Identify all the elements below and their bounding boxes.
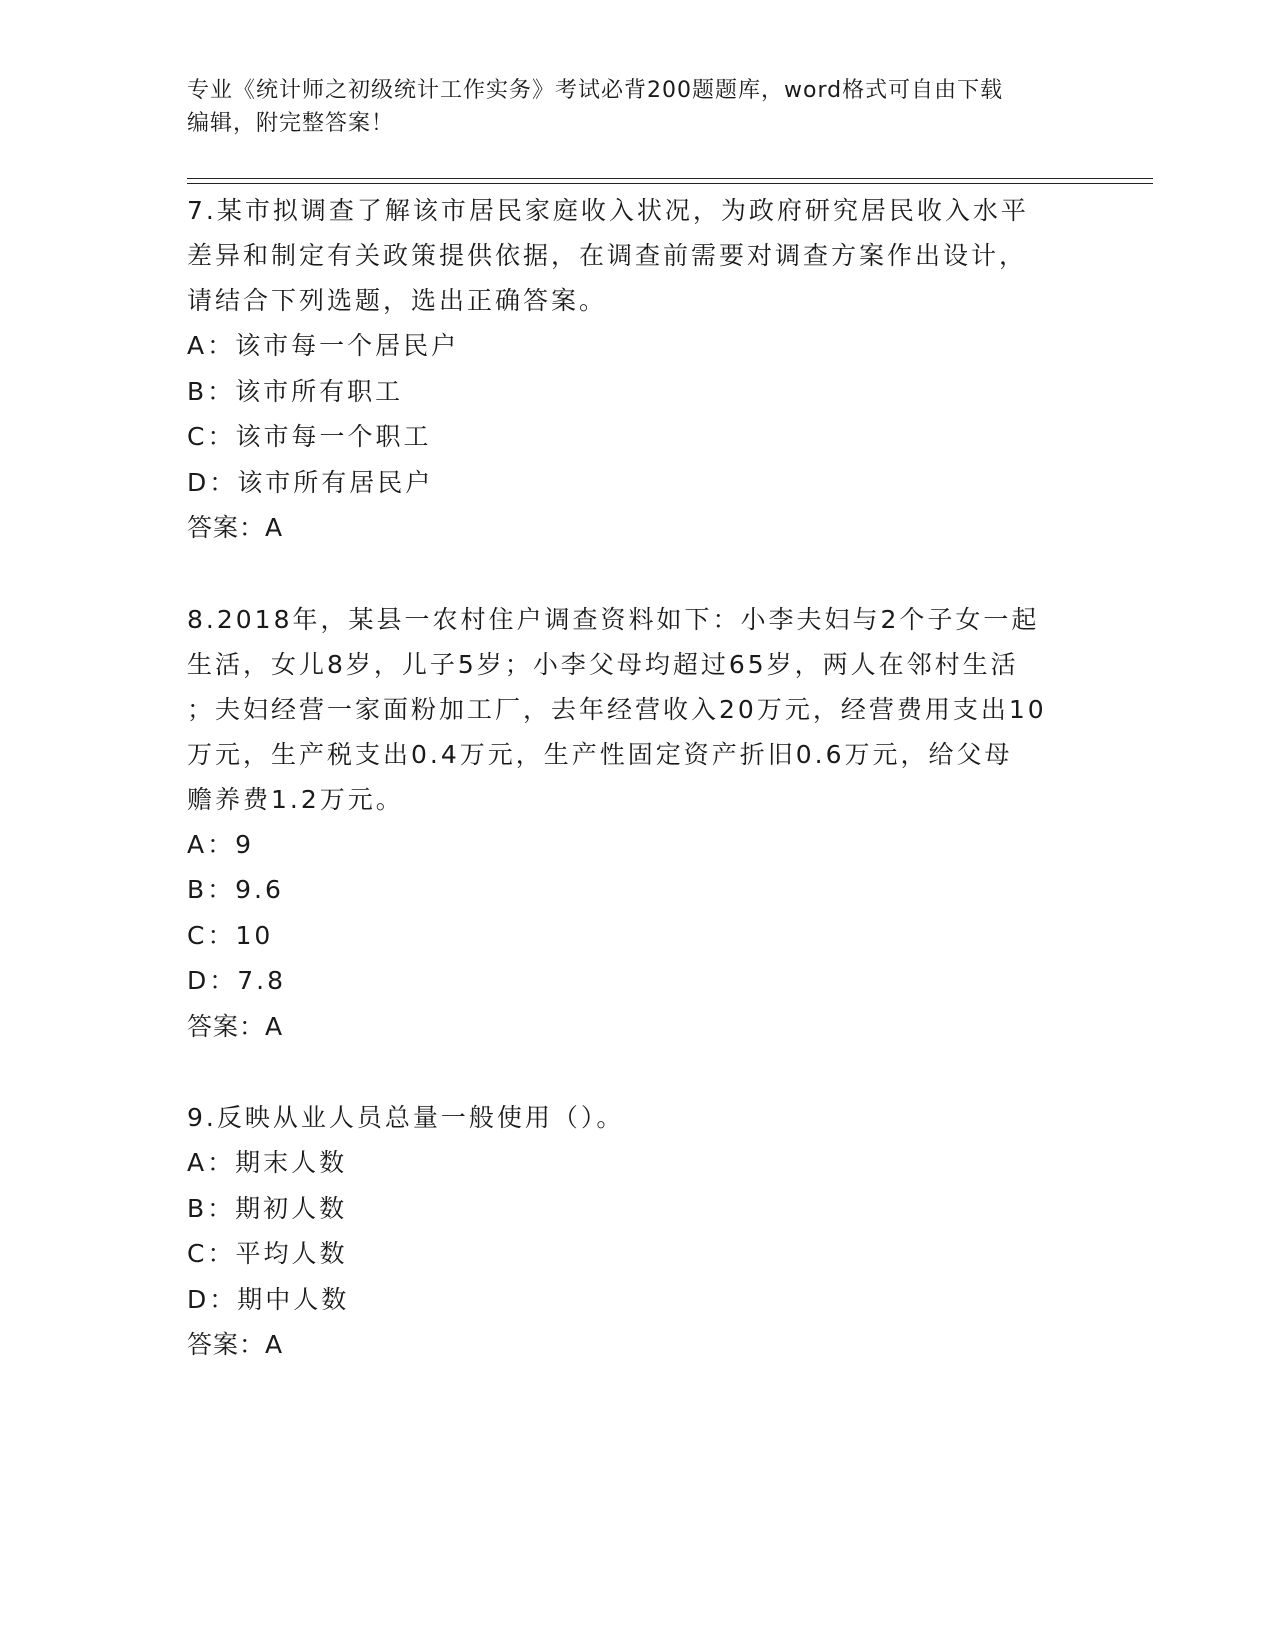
question-stem-line: 生活，女儿8岁，儿子5岁；小李父母均超过65岁，两人在邻村生活 <box>187 649 1019 679</box>
option-c: C：平均人数 <box>187 1239 348 1268</box>
answer-label: 答案：A <box>187 1330 284 1359</box>
question-stem-line: 9.反映从业人员总量一般使用（）。 <box>187 1103 625 1132</box>
question-stem-line: 赡养费1.2万元。 <box>187 784 404 814</box>
option-d: D：该市所有居民户 <box>187 467 434 497</box>
document-header <box>187 74 1087 140</box>
question-stem <box>187 1095 1107 1140</box>
option-b: B：该市所有职工 <box>187 376 404 406</box>
option-b: B：9.6 <box>187 875 284 904</box>
question-8 <box>187 597 1107 1050</box>
option-a: A：期末人数 <box>187 1148 348 1177</box>
option-a: A：该市每一个居民户 <box>187 331 460 360</box>
question-9 <box>187 1095 1107 1368</box>
option-c: C：10 <box>187 920 274 950</box>
question-7 <box>187 188 1107 551</box>
question-stem-line: 万元，生产税支出0.4万元，生产性固定资产折旧0.6万元，给父母 <box>187 739 1013 769</box>
answer-label: 答案：A <box>187 513 284 542</box>
header-line-1: 专业《统计师之初级统计工作实务》考试必背200题题库，word格式可自由下载 <box>187 78 1004 103</box>
question-spacer <box>187 1049 1107 1095</box>
question-stem-line: ；夫妇经营一家面粉加工厂，去年经营收入20万元，经营费用支出10 <box>187 694 1047 724</box>
option-b: B：期初人数 <box>187 1193 348 1223</box>
question-spacer <box>187 551 1107 597</box>
question-stem <box>187 597 1107 822</box>
question-stem-line: 8.2018年，某县一农村住户调查资料如下：小李夫妇与2个子女一起 <box>187 604 1040 634</box>
question-stem <box>187 188 1107 323</box>
header-divider-top <box>187 178 1153 179</box>
option-a: A：9 <box>187 829 255 859</box>
answer-label: 答案：A <box>187 1011 284 1041</box>
question-stem-line: 差异和制定有关政策提供依据，在调查前需要对调查方案作出设计， <box>187 241 1028 270</box>
option-d: D：7.8 <box>187 966 287 995</box>
header-divider-bottom <box>187 183 1153 184</box>
question-stem-line: 请结合下列选题，选出正确答案。 <box>187 286 608 315</box>
option-c: C：该市每一个职工 <box>187 422 432 451</box>
option-d: D：期中人数 <box>187 1284 350 1314</box>
question-stem-line: 7.某市拟调查了解该市居民家庭收入状况，为政府研究居民收入水平 <box>187 196 1029 225</box>
header-line-2: 编辑，附完整答案！ <box>187 111 395 136</box>
question-list <box>187 188 1107 1368</box>
